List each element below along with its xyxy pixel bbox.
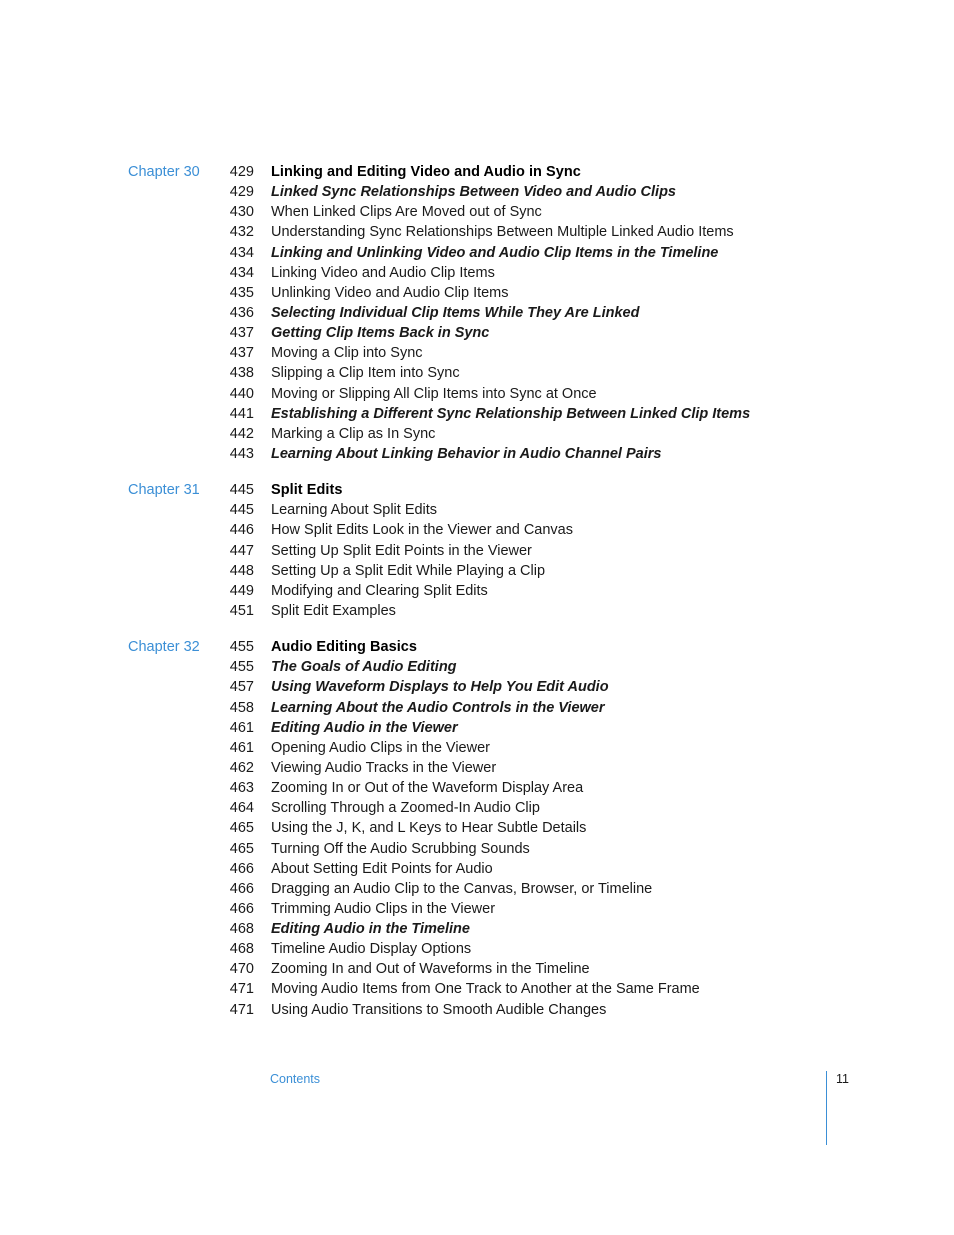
toc-entry[interactable] (0, 778, 954, 798)
page-number: 11 (836, 1072, 849, 1086)
toc-entry-page: 458 (229, 699, 254, 716)
toc-entry-title: Slipping a Clip Item into Sync (271, 365, 460, 382)
toc-entry-page: 446 (229, 522, 254, 539)
toc-entry-page: 443 (229, 445, 254, 462)
toc-entry-title: Selecting Individual Clip Items While They Are Linked (271, 304, 640, 321)
toc-entry-page: 464 (229, 800, 254, 817)
toc-entry[interactable] (0, 601, 954, 621)
toc-entry[interactable] (0, 444, 954, 464)
toc-entry-title: Using Waveform Displays to Help You Edit Audio (271, 679, 609, 696)
toc-entry-page: 468 (229, 921, 254, 938)
toc-entry[interactable] (0, 243, 954, 263)
toc-entry[interactable] (0, 959, 954, 979)
toc-entry-page: 468 (229, 941, 254, 958)
toc-entry-page: 441 (229, 405, 254, 422)
toc-entry[interactable] (0, 758, 954, 778)
toc-chapter (0, 480, 954, 621)
toc-entry-title: Unlinking Video and Audio Clip Items (271, 284, 509, 301)
toc-entry[interactable] (0, 343, 954, 363)
toc-entry-title: Understanding Sync Relationships Between Multiple Linked Audio Items (271, 224, 734, 241)
toc-entry-page: 466 (229, 880, 254, 897)
toc-entry-title: Getting Clip Items Back in Sync (271, 325, 490, 342)
toc-entry[interactable] (0, 263, 954, 283)
toc-entry-title: Linking Video and Audio Clip Items (271, 264, 495, 281)
toc-entry-page: 462 (229, 759, 254, 776)
toc-entry[interactable] (0, 202, 954, 222)
toc-entry[interactable] (0, 162, 954, 182)
toc-entry[interactable] (0, 879, 954, 899)
toc-entry-page: 457 (229, 679, 254, 696)
toc-entry-title: How Split Edits Look in the Viewer and Canvas (271, 522, 573, 539)
toc-entry[interactable] (0, 839, 954, 859)
toc-entry-page: 471 (229, 981, 254, 998)
toc-entry-title: Establishing a Different Sync Relationship Between Linked Clip Items (271, 405, 751, 422)
toc-entry-page: 437 (229, 345, 254, 362)
toc-entry[interactable] (0, 500, 954, 520)
toc-entry[interactable] (0, 899, 954, 919)
toc-entry-page: 429 (229, 164, 254, 180)
toc-entry[interactable] (0, 1000, 954, 1020)
toc-entry-page: 451 (229, 602, 254, 619)
footer-divider (826, 1071, 827, 1145)
toc-entry[interactable] (0, 657, 954, 677)
toc-entry-title: Linking and Unlinking Video and Audio Clip Items in the Timeline (271, 244, 719, 261)
toc-entry-title: Linked Sync Relationships Between Video and Audio Clips (271, 184, 676, 201)
toc-entry-title: Using Audio Transitions to Smooth Audible Changes (271, 1001, 607, 1018)
toc-entry-page: 434 (229, 264, 254, 281)
toc-entry-page: 463 (229, 780, 254, 797)
chapter-label[interactable]: Chapter 32 (128, 639, 200, 656)
toc-entry-title: Split Edits (271, 482, 343, 499)
toc-entry-page: 466 (229, 860, 254, 877)
toc-entry-page: 437 (229, 325, 254, 342)
toc-entry[interactable] (0, 677, 954, 697)
toc-entry[interactable] (0, 561, 954, 581)
toc-entry-page: 455 (229, 659, 254, 676)
toc-entry-page: 429 (229, 184, 254, 201)
toc-entry[interactable] (0, 718, 954, 738)
toc-entry[interactable] (0, 323, 954, 343)
toc-entry-title: Opening Audio Clips in the Viewer (271, 739, 490, 756)
toc-entry[interactable] (0, 283, 954, 303)
toc-entry-page: 436 (229, 304, 254, 321)
toc-entry-page: 466 (229, 900, 254, 917)
toc-entry[interactable] (0, 303, 954, 323)
toc-entry[interactable] (0, 798, 954, 818)
toc-entry[interactable] (0, 818, 954, 838)
toc-entry[interactable] (0, 404, 954, 424)
toc-entry-page: 465 (229, 820, 254, 837)
toc-entry[interactable] (0, 859, 954, 879)
toc-entry-title: Zooming In and Out of Waveforms in the Timeline (271, 961, 590, 978)
toc-entry[interactable] (0, 182, 954, 202)
toc-entry[interactable] (0, 698, 954, 718)
toc-entry-title: Marking a Clip as In Sync (271, 425, 436, 442)
toc-entry[interactable] (0, 581, 954, 601)
toc-entry-title: Using the J, K, and L Keys to Hear Subtle Details (271, 820, 587, 837)
toc-entry-title: Timeline Audio Display Options (271, 941, 472, 958)
toc-chapter (0, 162, 954, 464)
toc-entry-page: 447 (229, 542, 254, 559)
toc-entry-page: 438 (229, 365, 254, 382)
toc-entry-page: 434 (229, 244, 254, 261)
toc-entry-page: 465 (229, 840, 254, 857)
toc-entry-title: Setting Up Split Edit Points in the Viewer (271, 542, 532, 559)
toc-chapter (0, 637, 954, 1020)
toc-entry[interactable] (0, 541, 954, 561)
toc-entry-title: Audio Editing Basics (271, 639, 418, 656)
toc-entry-title: Split Edit Examples (271, 602, 396, 619)
toc-entry-page: 430 (229, 204, 254, 221)
toc-entry-title: About Setting Edit Points for Audio (271, 860, 493, 877)
toc-entry-title: Turning Off the Audio Scrubbing Sounds (271, 840, 530, 857)
toc-entry[interactable] (0, 979, 954, 999)
toc-entry-page: 432 (229, 224, 254, 241)
toc-entry-page: 449 (229, 582, 254, 599)
toc-entry[interactable] (0, 363, 954, 383)
toc-entry-title: Moving a Clip into Sync (271, 345, 423, 362)
toc-entry[interactable] (0, 384, 954, 404)
toc-entry-title: Learning About the Audio Controls in the Viewer (271, 699, 605, 716)
toc-entry-page: 445 (229, 482, 254, 499)
toc-entry-page: 461 (229, 719, 254, 736)
toc-entry-title: When Linked Clips Are Moved out of Sync (271, 204, 542, 221)
toc-entry-title: Moving or Slipping All Clip Items into Sync at Once (271, 385, 597, 402)
toc-entry-page: 455 (229, 639, 254, 656)
toc-entry-page: 435 (229, 284, 254, 301)
toc-entry-title: Dragging an Audio Clip to the Canvas, Browser, or Timeline (271, 880, 653, 897)
toc-entry[interactable] (0, 480, 954, 500)
toc-entry-title: Linking and Editing Video and Audio in Sync (271, 164, 581, 180)
toc-entry-page: 470 (229, 961, 254, 978)
toc-entry-page: 440 (229, 385, 254, 402)
toc-entry[interactable] (0, 520, 954, 540)
toc-entry-title: Moving Audio Items from One Track to Another at the Same Frame (271, 981, 700, 998)
toc-entry[interactable] (0, 919, 954, 939)
footer-section-label: Contents (270, 1072, 321, 1086)
toc-entry-title: Learning About Split Edits (271, 502, 438, 519)
toc-entry-page: 471 (229, 1001, 254, 1018)
toc-entry-title: Editing Audio in the Viewer (271, 719, 458, 736)
toc-entry-title: Learning About Linking Behavior in Audio Channel Pairs (271, 445, 662, 462)
toc-entry-title: Modifying and Clearing Split Edits (271, 582, 488, 599)
toc-entry-page: 442 (229, 425, 254, 442)
chapter-label[interactable]: Chapter 30 (128, 164, 200, 180)
toc-entry[interactable] (0, 222, 954, 242)
toc-entry-title: Trimming Audio Clips in the Viewer (271, 900, 496, 917)
chapter-label[interactable]: Chapter 31 (128, 482, 200, 499)
toc-entry-page: 461 (229, 739, 254, 756)
toc-entry[interactable] (0, 939, 954, 959)
table-of-contents (0, 162, 954, 1036)
toc-entry-title: The Goals of Audio Editing (271, 659, 457, 676)
toc-entry-page: 445 (229, 502, 254, 519)
toc-entry[interactable] (0, 738, 954, 758)
toc-entry-title: Zooming In or Out of the Waveform Display Area (271, 780, 584, 797)
toc-entry-title: Viewing Audio Tracks in the Viewer (271, 759, 497, 776)
toc-entry-title: Editing Audio in the Timeline (271, 921, 470, 938)
toc-entry[interactable] (0, 637, 954, 657)
toc-entry-title: Setting Up a Split Edit While Playing a Clip (271, 562, 546, 579)
toc-entry-page: 448 (229, 562, 254, 579)
toc-entry-title: Scrolling Through a Zoomed-In Audio Clip (271, 800, 540, 817)
toc-entry[interactable] (0, 424, 954, 444)
